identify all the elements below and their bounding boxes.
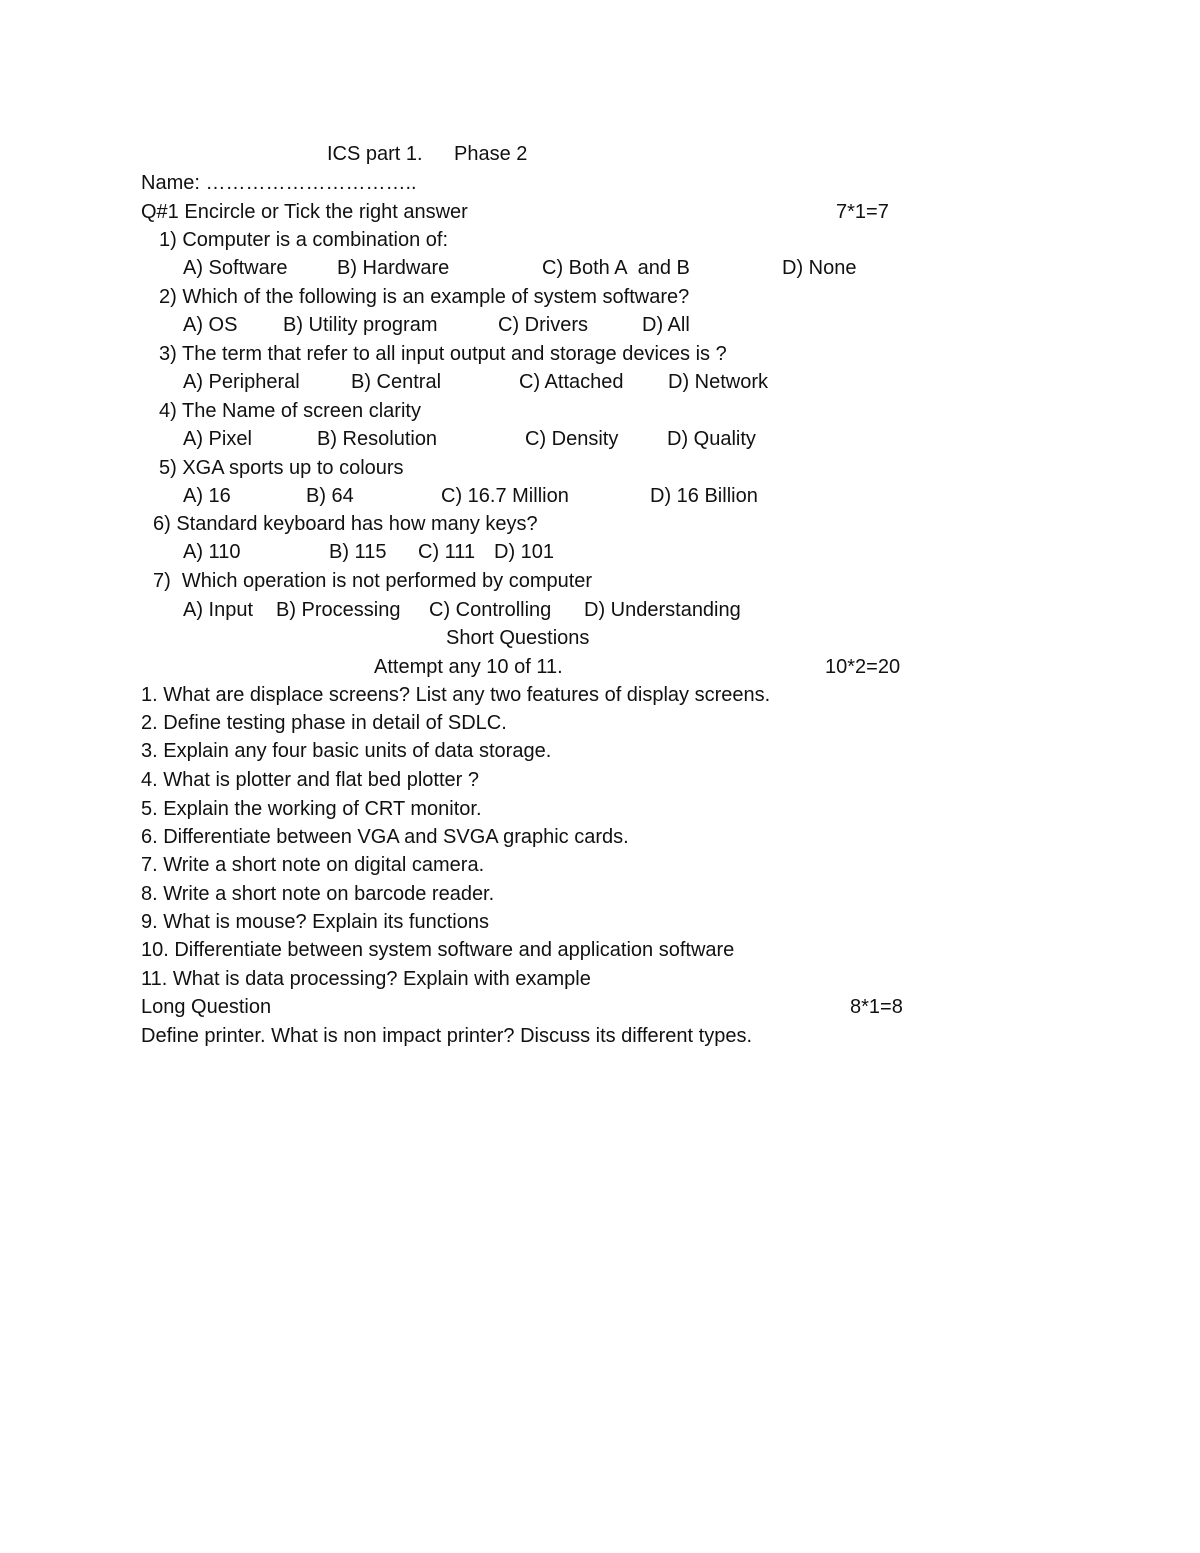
long-question: Define printer. What is non impact printer? Discuss its different types. — [141, 1025, 753, 1047]
mcq-option: A) Software — [183, 257, 288, 279]
mcq-option: D) None — [782, 257, 857, 279]
short-question: 9. What is mouse? Explain its functions — [141, 911, 489, 933]
mcq-option: A) 110 — [183, 541, 241, 563]
mcq-option: A) Input — [183, 599, 254, 621]
section2-marks: 10*2=20 — [825, 656, 901, 678]
section3-marks: 8*1=8 — [850, 996, 903, 1018]
document-title: ICS part 1. — [327, 143, 423, 165]
mcq-option: A) Peripheral — [183, 371, 300, 393]
mcq-option: C) Controlling — [429, 599, 552, 621]
mcq-option: D) Network — [668, 371, 769, 393]
mcq-option: A) Pixel — [183, 428, 252, 450]
mcq-option: B) Central — [351, 371, 442, 393]
section2-instruction: Attempt any 10 of 11. — [374, 656, 563, 678]
mcq-option: D) 101 — [494, 541, 555, 563]
phase-label: Phase 2 — [454, 143, 528, 165]
short-question: 2. Define testing phase in detail of SDLC. — [141, 712, 507, 734]
mcq-option: D) Understanding — [584, 599, 741, 621]
mcq-question: 6) Standard keyboard has how many keys? — [153, 513, 538, 535]
short-question: 11. What is data processing? Explain with example — [141, 968, 591, 990]
short-question: 5. Explain the working of CRT monitor. — [141, 798, 482, 820]
mcq-question: 4) The Name of screen clarity — [159, 400, 421, 422]
mcq-option: B) 115 — [329, 541, 387, 563]
mcq-option: D) 16 Billion — [650, 485, 758, 507]
mcq-question: 3) The term that refer to all input output and storage devices is ? — [159, 343, 727, 365]
mcq-question: 2) Which of the following is an example of system software? — [159, 286, 690, 308]
mcq-question: 5) XGA sports up to colours — [159, 457, 404, 479]
mcq-option: C) Attached — [519, 371, 624, 393]
section1-heading: Q#1 Encircle or Tick the right answer — [141, 201, 468, 223]
mcq-option: A) 16 — [183, 485, 231, 507]
mcq-option: C) Density — [525, 428, 619, 450]
mcq-option: C) Both A and B — [542, 257, 690, 279]
short-question: 1. What are displace screens? List any two features of display screens. — [141, 684, 771, 706]
mcq-option: C) 16.7 Million — [441, 485, 569, 507]
short-question: 7. Write a short note on digital camera. — [141, 854, 485, 876]
name-line: Name: ………………………….. — [141, 172, 417, 194]
short-question: 10. Differentiate between system software and application software — [141, 939, 735, 961]
mcq-option: D) All — [642, 314, 690, 336]
short-question: 3. Explain any four basic units of data storage. — [141, 740, 552, 762]
mcq-option: D) Quality — [667, 428, 756, 450]
section1-marks: 7*1=7 — [836, 201, 889, 223]
mcq-option: B) Resolution — [317, 428, 438, 450]
mcq-option: C) 111 — [418, 541, 476, 563]
section3-heading: Long Question — [141, 996, 272, 1018]
mcq-question: 7) Which operation is not performed by computer — [153, 570, 593, 592]
short-question: 4. What is plotter and flat bed plotter ? — [141, 769, 479, 791]
mcq-option: B) Processing — [276, 599, 401, 621]
mcq-question: 1) Computer is a combination of: — [159, 229, 449, 251]
short-question: 6. Differentiate between VGA and SVGA graphic cards. — [141, 826, 629, 848]
section2-heading: Short Questions — [446, 627, 590, 649]
mcq-option: C) Drivers — [498, 314, 588, 336]
mcq-option: B) 64 — [306, 485, 354, 507]
mcq-option: A) OS — [183, 314, 238, 336]
mcq-option: B) Utility program — [283, 314, 438, 336]
mcq-option: B) Hardware — [337, 257, 450, 279]
short-question: 8. Write a short note on barcode reader. — [141, 883, 495, 905]
